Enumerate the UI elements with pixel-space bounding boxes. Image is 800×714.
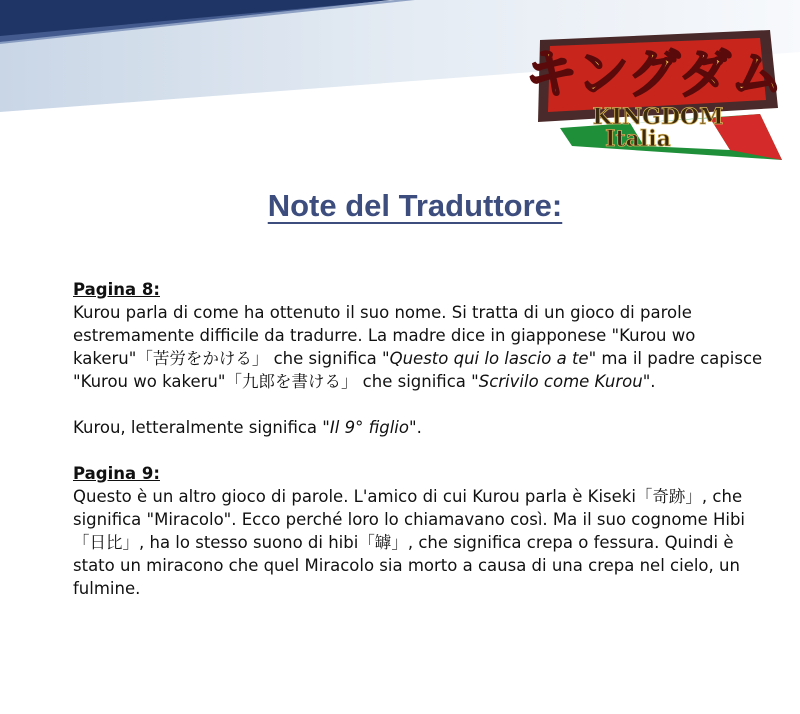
note-text: , che significa "Miracolo". Ecco perché loro lo chiamavano così. Ma il suo cognome Hibi [73, 487, 746, 529]
italic-translation: Il 9° figlio [329, 418, 409, 437]
note-text: , ha lo stesso suono di hibi [139, 533, 359, 552]
note-text: Questo è un altro gioco di parole. L'amico di cui Kurou parla è Kiseki [73, 487, 636, 506]
note-paragraph [73, 416, 763, 439]
svg-text:キングダム: キングダム [525, 45, 783, 105]
note-text: ". [408, 418, 422, 437]
note-text: Kurou, letteralmente significa " [73, 418, 330, 437]
japanese-term: 「罅」 [358, 533, 408, 552]
svg-text:Italia: Italia [605, 126, 671, 152]
italic-translation: Scrivilo come Kurou [478, 372, 643, 391]
note-text: , che significa crepa o fessura. Quindi è stato un miracono che quel Miracolo sia morto a causa di una crepa nel cielo, un fulmine. [73, 533, 740, 598]
note-text: che significa " [357, 372, 479, 391]
note-text: che significa " [268, 349, 390, 368]
japanese-term: 「日比」 [73, 533, 139, 552]
kingdom-italia-logo [520, 10, 790, 170]
svg-text:KINGDOM: KINGDOM [592, 104, 724, 130]
note-text: Kurou parla di come ha ottenuto il suo nome. Si tratta di un gioco di parole estremamente difficile da tradurre. La madre dice in giapponese "Kurou wo kakeru" [73, 303, 696, 368]
italic-translation: Questo qui lo lascio a te [389, 349, 589, 368]
logo-graphic [520, 10, 790, 170]
section-heading-pagina-9: Pagina 9: [73, 464, 160, 483]
japanese-term: 「九郎を書ける」 [225, 372, 358, 391]
section-heading-pagina-8: Pagina 8: [73, 280, 160, 299]
note-text: ". [642, 372, 656, 391]
page-title: Note del Traduttore: [267, 188, 563, 223]
japanese-term: 「苦労をかける」 [136, 349, 269, 368]
note-paragraph [73, 301, 763, 393]
note-paragraph [73, 485, 763, 600]
note-text: " ma il padre capisce "Kurou wo kakeru" [73, 349, 763, 391]
notes-body [73, 278, 763, 600]
japanese-term: 「奇跡」 [635, 487, 702, 506]
